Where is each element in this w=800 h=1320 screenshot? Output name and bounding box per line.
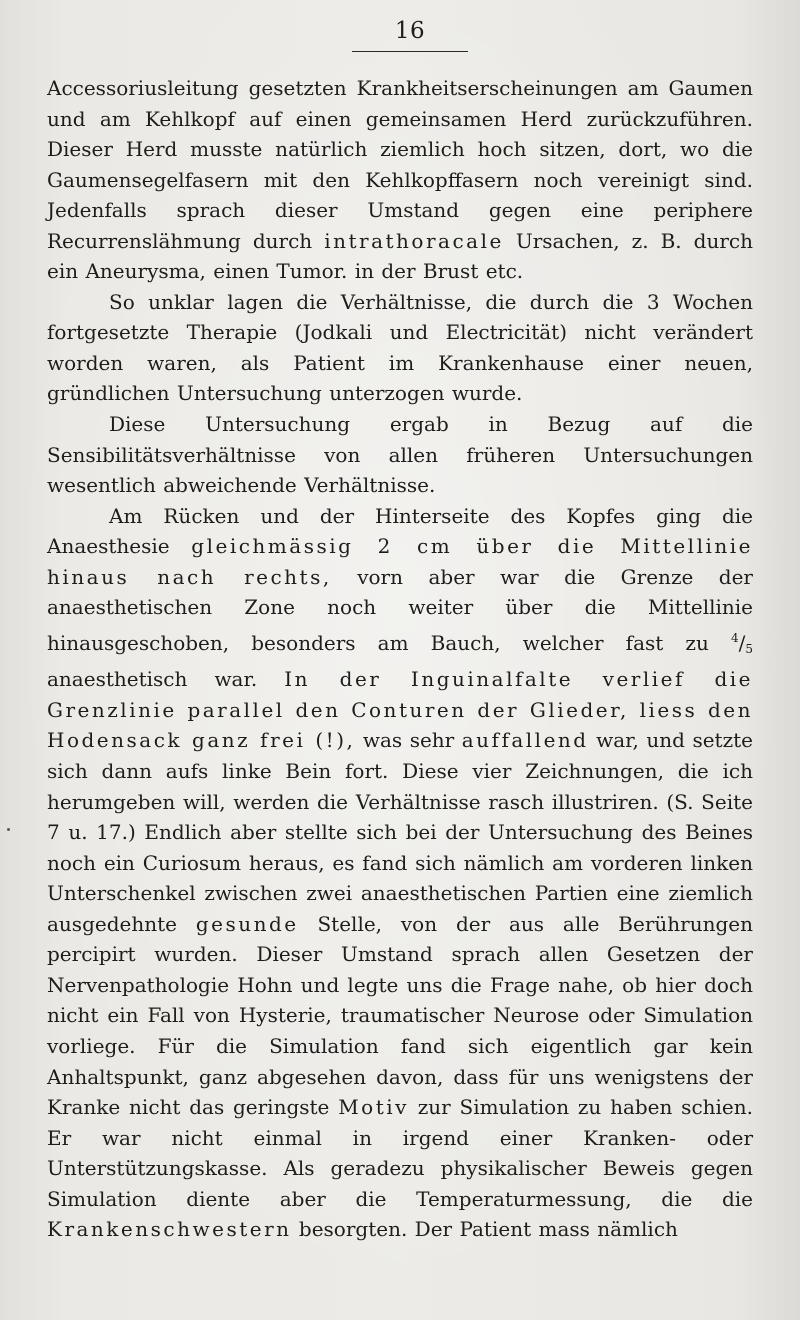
paragraph-text: Diese Untersuchung ergab in Bezug auf die Sensibilitätsverhältnisse von allen früheren Untersuchungen wesentlich abweichende Verhältnisse. xyxy=(47,412,753,498)
paragraph xyxy=(47,409,753,501)
paragraph-text: Ursachen, z. B. durch ein Aneurysma, einen Tumor. in der Brust etc. xyxy=(47,228,754,284)
spaced-emphasis-text: intrathoracale xyxy=(324,228,504,253)
paragraph xyxy=(47,501,753,1245)
paragraph-text: war, und setzte sich dann aufs linke Bein fort. Diese vier Zeichnungen, die ich herumgeben will, werden die Verhältnisse rasch illustriren. (S. Seite 7 u. 17.) Endlich aber stellte sich bei der Untersuchung des Beines noch ein Curiosum heraus, es fand sich nämlich am vorderen linken Unterschenkel zwischen zwei anaesthetischen Partien eine ziemlich ausgedehnte xyxy=(47,728,754,936)
paragraph-text: besorgten. Der Patient mass nämlich xyxy=(291,1217,678,1242)
spaced-emphasis-text: Krankenschwestern xyxy=(47,1217,292,1242)
spaced-emphasis-text: auffallend xyxy=(461,728,589,753)
paragraph-text: Stelle, von der aus alle Berührungen percipirt wurden. Dieser Umstand sprach allen Gesetzen der Nervenpathologie Hohn und legte uns die Frage nahe, ob hier doch nicht ein Fall von Hysterie, traumatischer Neurose oder Simulation vorliege. Für die Simulation fand sich eigentlich gar kein Anhaltspunkt, ganz abgesehen davon, dass für uns wenigstens der Kranke nicht das geringste xyxy=(47,911,753,1120)
header-rule xyxy=(352,51,468,52)
paragraph xyxy=(47,287,753,409)
paper-speck xyxy=(7,828,10,831)
spaced-emphasis-text: gesunde xyxy=(195,911,299,936)
paragraph-text: Accessoriusleitung gesetzten Krankheitserscheinungen am Gaumen und am Kehlkopf auf einen gemeinsamen Herd zurückzuführen. Dieser Herd musste natürlich ziemlich hoch sitzen, dort, wo die Gaumensegelfasern mit den Kehlkopffasern noch vereinigt sind. Jedenfalls sprach dieser Umstand gegen eine periphere Recurrenslähmung durch xyxy=(47,76,753,253)
fraction: $^4/_5$ xyxy=(730,630,753,656)
spaced-emphasis-text: gleichmässig 2 cm über die Mittellinie hinaus nach rechts, xyxy=(47,534,753,589)
fraction-denominator: 5 xyxy=(745,641,753,656)
body-text xyxy=(47,73,753,1245)
spaced-emphasis-text: In der Inguinalfalte verlief die Grenzlinie parallel den Conturen der Glieder, liess den Hodensack ganz frei (!), xyxy=(47,667,753,753)
paragraph-text: vorn aber war die Grenze der anaesthetischen Zone noch weiter über die Mittellinie hinausgeschoben, besonders am Bauch, welcher fast zu xyxy=(47,564,753,655)
fraction-numerator: 4 xyxy=(730,630,739,645)
spaced-emphasis-text: Motiv xyxy=(338,1095,409,1120)
paragraph-text: Am Rücken und der Hinterseite des Kopfes ging die Anaesthesie xyxy=(47,503,753,559)
paragraph-text: zur Simulation zu haben schien. Er war nicht einmal in irgend einer Kranken- oder Unterstützungskasse. Als geradezu physikalischer Beweis gegen Simulation diente aber die Temperaturmessung, die die xyxy=(47,1095,753,1211)
page-number: 16 xyxy=(394,18,426,44)
paragraph xyxy=(47,73,753,287)
paragraph-text: So unklar lagen die Verhältnisse, die durch die 3 Wochen fortgesetzte Therapie (Jodkali und Electricität) nicht verändert worden waren, als Patient im Krankenhause einer neuen, gründlichen Untersuchung unterzogen wurde. xyxy=(47,289,753,406)
paragraph-text: was sehr xyxy=(355,728,462,753)
paragraph-text: anaesthetisch war. xyxy=(47,667,285,692)
